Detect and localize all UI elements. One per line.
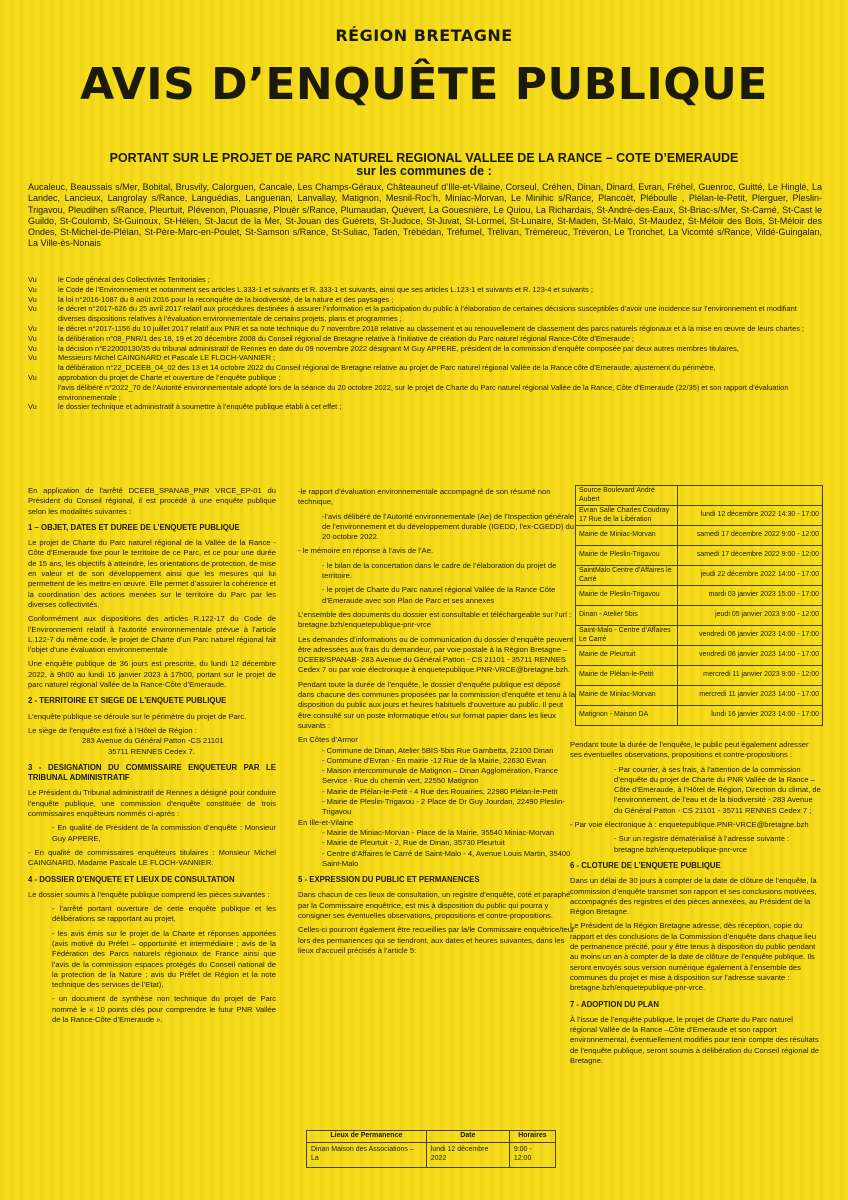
paragraph: Une enquête publique de 36 jours est prescrite, du lundi 12 décembre 2022, à 9h00 au lundi 16 janvier 2023 à 17h00, portant sur le projet de parc naturel régional Vallée de la Rance-Côte d’Emeraude.	[28, 659, 276, 690]
table-row	[576, 706, 823, 726]
section-heading-2: 2 - TERRITOIRE ET SIEGE DE L’ENQUETE PUBLIQUE	[28, 696, 227, 706]
paragraph: Le projet de Charte du Parc naturel régional de la Vallée de la Rance - Côte d’Emeraude fixe pour le territoire de ce Parc, et ce pour une durée de 15 ans, les objectifs à atteindre, les orientations de protection, de mise en valeur et de son développement ainsi que les mesures qui lui permettent de les mettre en œuvre. Elle permet d’assurer la cohérence et la coordination des actions menées sur le territoire du Parc par les diverses collectivités.	[28, 538, 276, 609]
location-item: - Mairie de Pleslin-Trigavou - 2 Place de Dr Guy Jourdan, 22490 Pleslin-Trigavou	[322, 797, 565, 817]
column-middle	[298, 487, 576, 960]
location-item: - Mairie de Miniac-Morvan - Place de la Mairie, 35540 Miniac-Morvan	[322, 827, 555, 837]
table-cell-location: SaintMalo Centre d’Affaires le Carré	[576, 566, 678, 586]
table-header: Horaires	[509, 1131, 555, 1143]
paragraph: - Sur un registre dématérialisé à l’adresse suivante : bretagne.bzh/enquetepublique-pnr-vrce	[614, 834, 790, 854]
table-cell-date	[678, 486, 823, 506]
vu-item: Vu le Code général des Collectivités Territoriales ;	[28, 275, 210, 284]
vu-item: Vu approbation du projet de Charte et ouverture de l’enquête publique ;	[28, 372, 281, 382]
table-cell-date: jeudi 22 décembre 2022 14:00 - 17:00	[678, 566, 823, 586]
paragraph: Celles-ci pourront également être recueillies par la/le Commissaire enquêtrice/teur lors des permanences qui se tiendront, aux dates et heures suivantes, dans les lieux d’accueil précisés à l’article 5:	[298, 925, 575, 955]
paragraph: - En qualité de Président de la commission d’enquête : Monsieur Guy APPERE,	[52, 823, 276, 843]
paragraph: Les demandes d’informations ou de communication du dossier d’enquête peuvent être adressées aux frais du demandeur, par voie postale à la Région Bretagne – DCEEB/SPANAB- 283 Avenue du Général Patton - CS 21101 - 35711 RENNES Cedex 7 ou par voie électronique à enquetepublique.PNR-VRCE@bretagne.bzh.	[298, 634, 574, 675]
paragraph: Dans chacun de ces lieux de consultation, un registre d’enquête, coté et paraphé par la Commissaire enquêtrice, est mis à disposition du public qui pourra y consigner ses éventuelles observations, propositions et contre-propositions.	[298, 890, 571, 920]
table-cell-date: jeudi 05 janvier 2023 9:00 - 12:00	[678, 606, 823, 626]
table-cell-location: Mairie de Miniac-Morvan	[576, 686, 678, 706]
vu-item: la délibération n°22_DCEEB_04_02 des 13 et 14 octobre 2022 du Conseil régional de Bretagne relative au projet de Parc naturel régional Vallée de la Rance côte d’Emeraude, ajustement du périmètre,	[58, 363, 716, 373]
paragraph: Le dossier soumis à l’enquête publique comprend les pièces suivantes :	[28, 889, 270, 899]
intro-paragraph: En application de l’arrêté DCEEB_SPANAB_PNR VRCE_EP-01 du Président du Conseil régional, il est procédé à une enquête publique selon les modalités suivantes :	[28, 486, 276, 516]
permanences-table-bottom	[306, 1130, 556, 1168]
table-row	[307, 1142, 556, 1167]
location-item: - Commune d’Evran - En mairie -12 Rue de la Mairie, 22630 Evran	[322, 755, 547, 765]
page-title: AVIS D’ENQUÊTE PUBLIQUE	[80, 59, 768, 110]
paragraph: Dans un délai de 30 jours à compter de la date de clôture de l’enquête, la commission d’enquête transmet son rapport et ses conclusions motivées, accompagnés des registres et des pièces annexées, au Président de la Région Bretagne.	[570, 876, 817, 917]
table-cell: 9:00 - 12:00	[509, 1142, 555, 1167]
table-cell-location: Mairie de Miniac-Morvan	[576, 526, 678, 546]
table-cell-location: Mairie de Plélan-le-Petit	[576, 666, 678, 686]
table-row	[576, 646, 823, 666]
column-left	[28, 486, 276, 1029]
vu-list	[28, 275, 822, 412]
table-cell-date: mercredi 11 janvier 2023 9:00 - 12:00	[678, 666, 823, 686]
table-row	[576, 506, 823, 526]
column-right	[570, 740, 822, 1070]
paragraph: Conformément aux dispositions des articles R.122-17 du Code de l’Environnement relatif à l’autorité environnementale prévue à l’article L.122-7 du même code, le projet de Charte d’un Parc naturel régional fait l’objet d’une évaluation environnementale	[28, 614, 276, 655]
region-label: En Côtes d’Armor	[298, 735, 358, 745]
vu-item: Vu le décret n°2017-1156 du 10 juillet 2017 relatif aux PNR et sa note technique du 7 novembre 2018 relative au classement et au renouvellement de classement des parcs naturels régionaux et à la mise en œuvre de leurs chartes ;	[28, 323, 805, 333]
paragraph: Le siège de l’enquête est fixé à l’Hôtel de Région :	[28, 725, 197, 735]
table-cell-date: lundi 16 janvier 2023 14:00 - 17:00	[678, 706, 823, 726]
paragraph: - le bilan de la concertation dans le cadre de l’élaboration du projet de territoire.	[322, 560, 557, 581]
paragraph: - Par voie électronique à : enquetepublique.PNR-VRCE@bretagne.bzh	[570, 820, 809, 830]
location-item: - Commune de Dinan, Atelier 5BIS-5bis Rue Gambetta, 22100 Dinan	[322, 745, 554, 755]
table-row	[576, 546, 823, 566]
vu-item: Vu le décret n°2017-626 du 25 avril 2017 relatif aux procédures destinées à assurer l’information et la participation du public à l’élaboration de certaines décisions susceptibles d’avoir une incidence sur l’environnement et modifiant diverses dispositions relatives à l’évaluation environnementale de certains projets, plans et programmes ;	[28, 304, 797, 324]
location-item: - Centre d’Affaires le Carré de Saint-Malo - 4, Avenue Louis Martin, 35400 Saint-Malo	[322, 848, 571, 868]
table-row	[576, 666, 823, 686]
table-cell-location: Matignon - Maison DA	[576, 706, 678, 726]
table-row	[576, 606, 823, 626]
table-header: Date	[426, 1131, 509, 1143]
table-header: Lieux de Permanence	[307, 1131, 427, 1143]
table-cell-date: samedi 17 décembre 2022 9:00 - 12:00	[678, 526, 823, 546]
location-item: - Maison intercommunale de Matignon – Dinan Agglomération, France Service - Rue du chemin vert, 22550 Matignon	[322, 766, 558, 786]
paragraph: -l’avis délibéré de l’Autorité environnementale (Ae) de l’Inspection générale de l’environnement et du développement durable (IGEDD, l’ex-CGEDD) du 20 octobre 2022.	[322, 511, 575, 542]
paragraph: - un document de synthèse non technique du projet de Parc nommé le « 10 points clés pour comprendre le futur PNR Vallée de la Rance-Côte d’Emeraude ».	[52, 994, 276, 1025]
section-heading-4: 4 - DOSSIER D’ENQUETE ET LIEUX DE CONSULTATION	[28, 874, 235, 884]
paragraph: - le projet de Charte du Parc naturel régional Vallée de la Rance Côte d’Emeraude avec son Plan de Parc et ses annexes	[322, 585, 556, 605]
table-row	[576, 686, 823, 706]
paragraph: Le Président du Tribunal administratif de Rennes a désigné pour conduire l’enquête publique, une commission d’enquête constituée de trois commissaires enquêteurs nommés ci-après :	[28, 788, 276, 819]
section-heading-3: 3 - DESIGNATION DU COMMISSAIRE ENQUETEUR PAR LE TRIBUNAL ADMINISTRATIF	[28, 762, 276, 783]
region-label: En Ille-et-Vilaine	[298, 817, 354, 827]
table-cell-location: Dinan - Atelier 5bis	[576, 606, 678, 626]
table-cell-location: Mairie de Pleslin-Trigavou	[576, 546, 678, 566]
section-heading-5: 5 - EXPRESSION DU PUBLIC ET PERMANENCES	[298, 875, 480, 885]
paragraph: L’ensemble des documents du dossier est consultable et téléchargeable sur l’url : bretagne.bzh/enquetepublique-pnr-vrce	[298, 609, 572, 630]
table-cell-location: Saint-Malo - Centre d’Affaires Le Carré	[576, 626, 678, 646]
table-row	[576, 586, 823, 606]
table-cell-date: lundi 12 décembre 2022 14:30 - 17:00	[678, 506, 823, 526]
paragraph: À l’issue de l’enquête publique, le projet de Charte du Parc naturel régional Vallée de la Rance –Côte d’Emeraude et son rapport environnemental, éventuellement modifiés pour tenir compte des résultats de l’enquête publique, seront soumis à délibération du Conseil régional de Bretagne.	[570, 1014, 820, 1066]
subtitle-communes: sur les communes de :	[356, 164, 492, 178]
paragraph: - les avis émis sur le projet de la Charte et réponses apportées (avis motivé du Préfet – opportunité et intermédiaire ; avis de la Fédération des Parcs naturels régionaux de France ainsi que l’avis de la commission espaces protégés du Conseil national de la protection de la Nature ; avis du Préfet de Région et la note technique des services de l’Etat),	[52, 928, 276, 990]
section-heading-6: 6 - CLOTURE DE L’ENQUETE PUBLIQUE	[570, 860, 721, 870]
table-cell-date: mardi 03 janvier 2023 15:00 - 17:00	[678, 586, 823, 606]
paragraph: - En qualité de commissaires enquêteurs titulaires : Monsieur Michel CAINGNARD, Madame Pascale LE FLOCH-VANNIER.	[28, 847, 276, 868]
location-item: - Mairie de Plélan-le-Petit - 4 Rue des Rouairies, 22980 Plélan-le-Petit	[322, 786, 558, 796]
vu-item: Vu la loi n°2016-1087 du 8 août 2016 pour la reconquête de la biodiversité, de la nature et des paysages ;	[28, 294, 394, 304]
table-cell: lundi 12 décembre 2022	[426, 1142, 509, 1167]
table-cell-date: vendredi 06 janvier 2023 14:00 - 17:00	[678, 626, 823, 646]
table-cell-location: Source Boulevard André Aubert	[576, 486, 678, 506]
table-cell-date: vendredi 06 janvier 2023 14:00 - 17:00	[678, 646, 823, 666]
vu-item: Vu le dossier technique et administratif à soumettre à l’enquête publique établi à cet effet ;	[28, 402, 342, 412]
table-row	[576, 526, 823, 546]
communes-list: Aucaleuc, Beaussais s/Mer, Bobital, Brusvily, Calorguen, Cancale, Les Champs-Géraux, Châteauneuf d’Ille-et-Vilaine, Corseul, Créhen, Dinan, Dinard, Evran, Fréhel, Guenroc, Guitté, Le Hinglé, La Landec, Lancieux, Langrolay s/Rance, Languédias, Languenan, Lanvallay, Matignon, Mesnil-Roc’h, Miniac-Morvan, Le Minihic s/Rance, Plancoët, Pléboulle , Plélan-le-Petit, Plerguer, Pleslin-Trigavou, Pleudihen s/Rance, Pleurtuit, Plévenon, Plouasne, Plouër s/Rance, Plumaudan, Quévert, La Gouesnière, Le Quiou, La Richardais, St-André-des-Eaux, St-Briac-s/Mer, St-Carné, St-Cast le Guildo, St-Coulomb, St-Guinoux, St-Hélen, St-Jacut de la Mer, St-Jouan des Guérets, St-Judoce, St-Juvat, St-Lormel, St-Lunaire, St-Maden, St-Malo, St-Maudez, St-Méloir des Bois, St-Méloir des Ondes, St-Michel-de-Plélan, St-Père-Marc-en-Poulet, St-Samson s/Rance, St-Suliac, Taden, Trébédan, Tréfumel, Trélivan, Trémérеuc, Tréveron, Le Tronchet, La Vicomté s/Rance, Vildé-Guingalan, La Ville-ès-Nonais	[28, 182, 822, 249]
paragraph: L’enquête publique se déroule sur le périmètre du projet de Parc.	[28, 711, 247, 721]
table-row	[576, 486, 823, 506]
subtitle: PORTANT SUR LE PROJET DE PARC NATUREL REGIONAL VALLEE DE LA RANCE – COTE D’EMERAUDE	[109, 151, 739, 165]
section-heading-1: 1 – OBJET, DATES ET DUREE DE L’ENQUETE PUBLIQUE	[28, 522, 240, 532]
region-label: RÉGION BRETAGNE	[335, 26, 513, 45]
table-cell: Dinan Maison des Associations – La	[307, 1142, 427, 1167]
vu-item: Vu Messieurs Michel CAINGNARD et Pascale LE FLOCH-VANNIER ;	[28, 353, 276, 363]
table-row	[576, 566, 823, 586]
table-row	[576, 626, 823, 646]
paragraph: Pendant toute la durée de l’enquête, le public peut également adresser ses éventuelles observations, propositions et contre-propositions :	[570, 740, 809, 760]
table-cell-location: Mairie de Pleurtuit	[576, 646, 678, 666]
permanences-table	[575, 485, 823, 726]
location-item: - Mairie de Pleurtuit - 2, Rue de Dinan, 35730 Pleurtuit	[322, 838, 505, 848]
table-cell-date: mercredi 11 janvier 2023 14:00 - 17:00	[678, 686, 823, 706]
vu-item: Vu le Code de l’Environnement et notamment ses articles L.333-1 et suivants et R. 333-1 et suivants, ainsi que ses articles L.123-1 et suivants et R. 123-4 et suivants ;	[28, 284, 593, 294]
table-header-row	[307, 1131, 556, 1143]
vu-item: l’avis délibéré n°2022_70 de l’Autorité environnementale adopté lors de la séance du 20 octobre 2022, sur le projet de Charte du Parc naturel régional Vallée de la Rance, Côte d’Emeraude (22/35) et son rapport d’évaluation environnementale ;	[58, 382, 789, 402]
table-cell-location: Evran Salle Charles Coudray 17 Rue de la Libération	[576, 506, 678, 526]
paragraph: - le mémoire en réponse à l’avis de l’Ae.	[298, 546, 434, 556]
vu-item: Vu la délibération n°08_PNR/1 des 18, 19 et 20 décembre 2008 du Conseil régional de Bretagne relative à l’initiative de création du Parc naturel régional Rance-Côte d’Emeraude ;	[28, 333, 635, 343]
paragraph: Le Président de la Région Bretagne adresse, dès réception, copie du rapport et des conclusions de la Commission d’enquête dans chaque lieu de permanence précité, pour y être tenus à disposition du public pendant au moins un an à compter de la date de clôture de l’enquête publique. Ils seront envoyés sous version numérique également à l’ensemble des communes du projet et mise à disposition sur l’adresse suivante : bretagne.bzh/enquetepublique-pnr-vrce.	[570, 921, 817, 993]
vu-item: Vu la décision n°E22000130/35 du tribunal administratif de Rennes en date du 09 novembre 2022 désignant M Guy APPERE, président de la commission d’enquête composée par deux autres membres titulaires,	[28, 343, 739, 353]
section-heading-7: 7 - ADOPTION DU PLAN	[570, 999, 659, 1009]
address-line: 35711 RENNES Cedex 7.	[108, 746, 195, 756]
paragraph: -le rapport d’évaluation environnementale accompagné de son résumé non technique,	[298, 487, 551, 507]
paragraph: - Par courrier, à ses frais, à l’attention de la commission d’enquête du projet de Charte du PNR Vallée de la Rance – Côte d’Emeraude, à l’Hôtel de Région, Direction du climat, de l’environnement, de l’eau et de la biodiversité - 283 Avenue du Général Patton - CS 21101 - 35711 RENNES Cedex 7 ;	[614, 764, 821, 815]
table-cell-date: samedi 17 décembre 2022 9:00 - 12:00	[678, 546, 823, 566]
table-cell-location: Mairie de Pleslin-Trigavou	[576, 586, 678, 606]
address-line: 283 Avenue du Général Patton -CS 21101	[82, 736, 224, 746]
paragraph: Pendant toute la durée de l’enquête, le dossier d’enquête publique est déposé dans chacune des communes proposées par la commission d’enquête et tenu à la disposition du public aux jours et heures habituels d’ouverture au public. Il peut être consulté sur un poste informatique et/ou sur format papier dans les lieux suivants :	[298, 679, 575, 730]
paragraph: - l’arrêté portant ouverture de cette enquête publique et les délibérations se rapportant au projet,	[52, 904, 276, 924]
